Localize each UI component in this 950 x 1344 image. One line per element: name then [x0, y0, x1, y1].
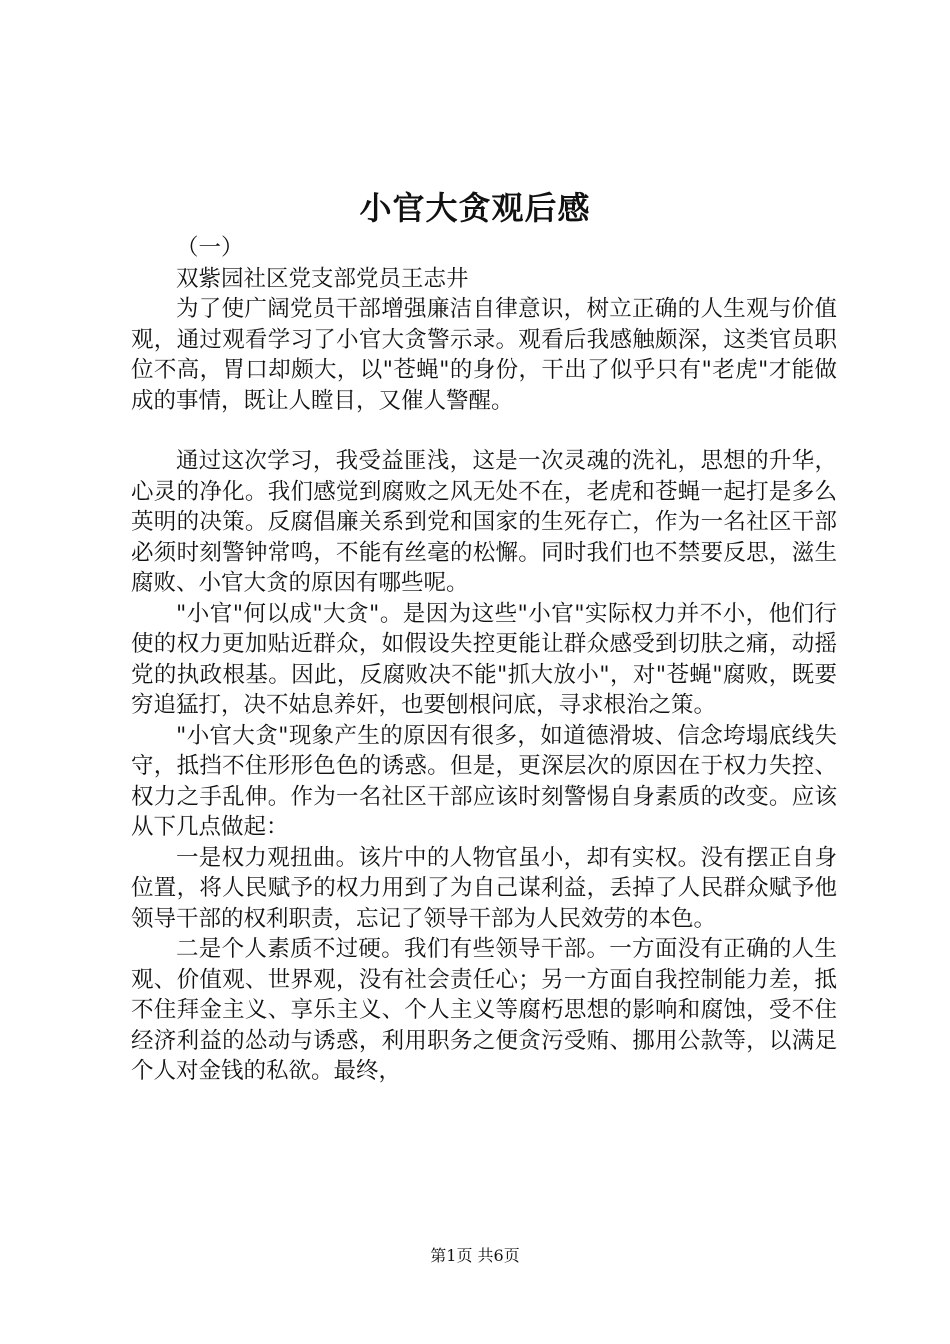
page-footer: 第1页 共6页 [430, 1246, 520, 1265]
author-line: 双紫园社区党支部党员王志井 [176, 265, 469, 292]
paragraph-point-two: 二是个人素质不过硬。我们有些领导干部。一方面没有正确的人生观、价值观、世界观，没有社会责任心；另一方面自我控制能力差，抵不住拜金主义、享乐主义、个人主义等腐朽思想的影响和腐蚀，受不住经济利益的怂动与诱惑，利用职务之便贪污受贿、挪用公款等，以满足个人对金钱的私欲。最终， [131, 936, 837, 1084]
paragraph-reflection: 通过这次学习，我受益匪浅，这是一次灵魂的洗礼，思想的升华，心灵的净化。我们感觉到腐败之风无处不在，老虎和苍蝇一起打是多么英明的决策。反腐倡廉关系到党和国家的生死存亡，作为一名社区干部必须时刻警钟常鸣，不能有丝毫的松懈。同时我们也不禁要反思，滋生腐败、小官大贪的原因有哪些呢。 [131, 448, 837, 596]
paragraph-why-small-officials: "小官"何以成"大贪"。是因为这些"小官"实际权力并不小，他们行使的权力更加贴近群众，如假设失控更能让群众感受到切肤之痛，动摇党的执政根基。因此，反腐败决不能"抓大放小"，对"苍蝇"腐败，既要穷追猛打，决不姑息养奸，也要刨根问底，寻求根治之策。 [131, 600, 837, 718]
document-body [131, 233, 837, 1087]
paragraph-causes: "小官大贪"现象产生的原因有很多，如道德滑坡、信念垮塌底线失守，抵挡不住形形色色的诱惑。但是，更深层次的原因在于权力失控、权力之手乱伸。作为一名社区干部应该时刻警惕自身素质的改变。应该从下几点做起： [131, 722, 837, 840]
paragraph-point-one: 一是权力观扭曲。该片中的人物官虽小，却有实权。没有摆正自身位置，将人民赋予的权力用到了为自己谋利益，丢掉了人民群众赋予他领导干部的权利职责，忘记了领导干部为人民效劳的本色。 [131, 844, 837, 932]
paragraph-intro: 为了使广阔党员干部增强廉洁自律意识，树立正确的人生观与价值观，通过观看学习了小官大贪警示录。观看后我感触颇深，这类官员职位不高，胃口却颇大，以"苍蝇"的身份，干出了似乎只有"老虎"才能做成的事情，既让人瞠目，又催人警醒。 [131, 296, 837, 414]
section-number: （一） [176, 235, 244, 261]
document-title: 小官大贪观后感 [359, 189, 591, 227]
